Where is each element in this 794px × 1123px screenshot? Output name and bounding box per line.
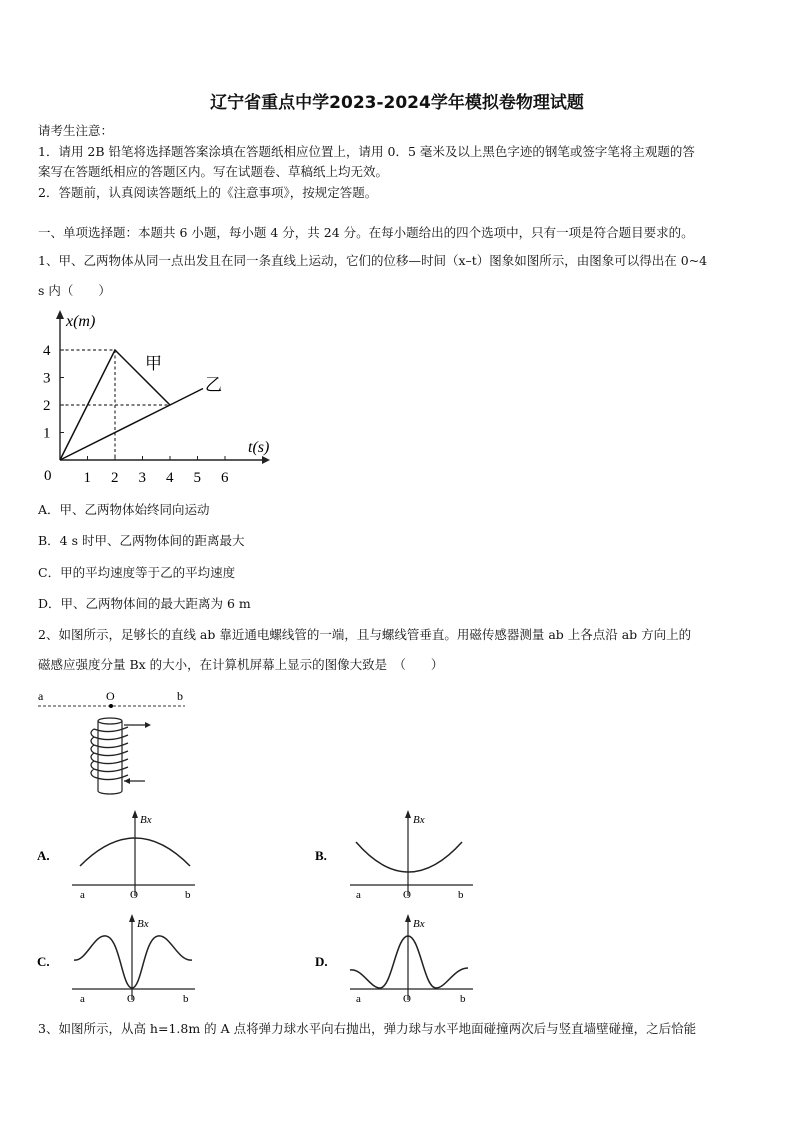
ylabel: Bx [413, 918, 425, 930]
ylabel: Bx [413, 814, 425, 826]
tick-a: a [356, 889, 361, 901]
curve [356, 842, 462, 872]
current-arrows [124, 722, 151, 784]
q1-option-d: D．甲、乙两物体间的最大距离为 6 m [38, 596, 251, 611]
x-tick-label: 3 [138, 470, 146, 486]
q2-fig-label-a: a [38, 689, 44, 703]
q2-option-a-graph [30, 806, 210, 901]
curve [74, 936, 192, 988]
tick-a: a [80, 993, 85, 1005]
tick-a: a [356, 993, 361, 1005]
x-tick-label: 4 [166, 470, 174, 486]
q2-option-b-graph [308, 806, 488, 901]
q3-stem-line1: 3、如图所示，从高 h=1.8m 的 A 点将弹力球水平向右抛出，弹力球与水平地面碰撞两次后与竖直墙壁碰撞，之后恰能 [38, 1021, 697, 1036]
y-tick-label: 2 [43, 398, 51, 414]
tick-a: a [80, 889, 85, 901]
tick-b: b [185, 889, 191, 901]
notice-item2: 2．答题前，认真阅读答题纸上的《注意事项》，按规定答题。 [38, 185, 378, 200]
x-axis-arrow [262, 456, 270, 464]
q1-stem-line1: 1、甲、乙两物体从同一点出发且在同一条直线上运动，它们的位移—时间（x–t）图象如图所示，由图象可以得出在 0~4 [38, 253, 708, 268]
x-tick-label: 5 [193, 470, 201, 486]
q2-fig-label-b: b [177, 689, 183, 703]
q1-option-b: B．4 s 时甲、乙两物体间的距离最大 [38, 533, 245, 548]
q2-point-o [109, 704, 113, 708]
x-tick-label: 2 [111, 470, 119, 486]
q1-option-c: C．甲的平均速度等于乙的平均速度 [38, 565, 236, 580]
series-label-yi: 乙 [205, 375, 222, 395]
q2-fig-label-o: O [106, 689, 115, 703]
x-axis-label: t(s) [248, 439, 270, 456]
section-heading: 一、单项选择题：本题共 6 小题，每小题 4 分，共 24 分。在每小题给出的四个选项中，只有一项是符合题目要求的。 [38, 225, 694, 240]
tick-o: O [403, 889, 411, 901]
q2-option-a-letter: A. [37, 848, 50, 863]
y-axis-label: x(m) [66, 313, 96, 330]
q2-option-d-graph [308, 910, 488, 1005]
q2-option-b-letter: B. [315, 848, 327, 863]
y-tick-label: 3 [43, 370, 51, 387]
notice-header: 请考生注意： [38, 123, 114, 138]
q2-option-c-letter: C. [37, 954, 50, 969]
q1-stem-line2: s 内（ ） [38, 283, 111, 298]
x-tick-label: 6 [221, 470, 229, 486]
ylabel: Bx [137, 918, 149, 930]
y-tick-label: 1 [43, 425, 51, 442]
origin-label: 0 [44, 468, 52, 484]
q1-xt-chart [30, 305, 300, 490]
series-line-yi [60, 389, 203, 461]
q2-solenoid-figure [30, 685, 200, 803]
tick-b: b [460, 993, 466, 1005]
q2-option-d-letter: D. [315, 954, 328, 969]
tick-o: O [403, 993, 411, 1005]
notice-item1-line1: 1．请用 2B 铅笔将选择题答案涂填在答题纸相应位置上，请用 0．5 毫米及以上黑色字迹的钢笔或签字笔将主观题的答 [38, 144, 695, 159]
q2-option-c-graph [30, 910, 210, 1005]
notice-item1-line2: 案写在答题纸相应的答题区内。写在试题卷、草稿纸上均无效。 [38, 164, 389, 179]
solenoid [91, 718, 128, 794]
tick-b: b [458, 889, 464, 901]
curve [350, 936, 468, 988]
ylabel: Bx [140, 814, 152, 826]
series-label-jia: 甲 [145, 354, 162, 373]
q1-option-a: A．甲、乙两物体始终同向运动 [38, 502, 210, 517]
q2-stem-line2: 磁感应强度分量 Bx 的大小，在计算机屏幕上显示的图像大致是 （ ） [38, 657, 444, 672]
tick-o: O [127, 993, 135, 1005]
q2-stem-line1: 2、如图所示，足够长的直线 ab 靠近通电螺线管的一端，且与螺线管垂直。用磁传感器测量 ab 上各点沿 ab 方向上的 [38, 627, 692, 642]
y-axis-arrow [56, 310, 64, 319]
tick-o: O [130, 889, 138, 901]
tick-b: b [183, 993, 189, 1005]
page-title: 辽宁省重点中学2023-2024学年模拟卷物理试题 [210, 93, 584, 113]
x-tick-label: 1 [83, 470, 91, 486]
y-tick-label: 4 [43, 343, 51, 359]
